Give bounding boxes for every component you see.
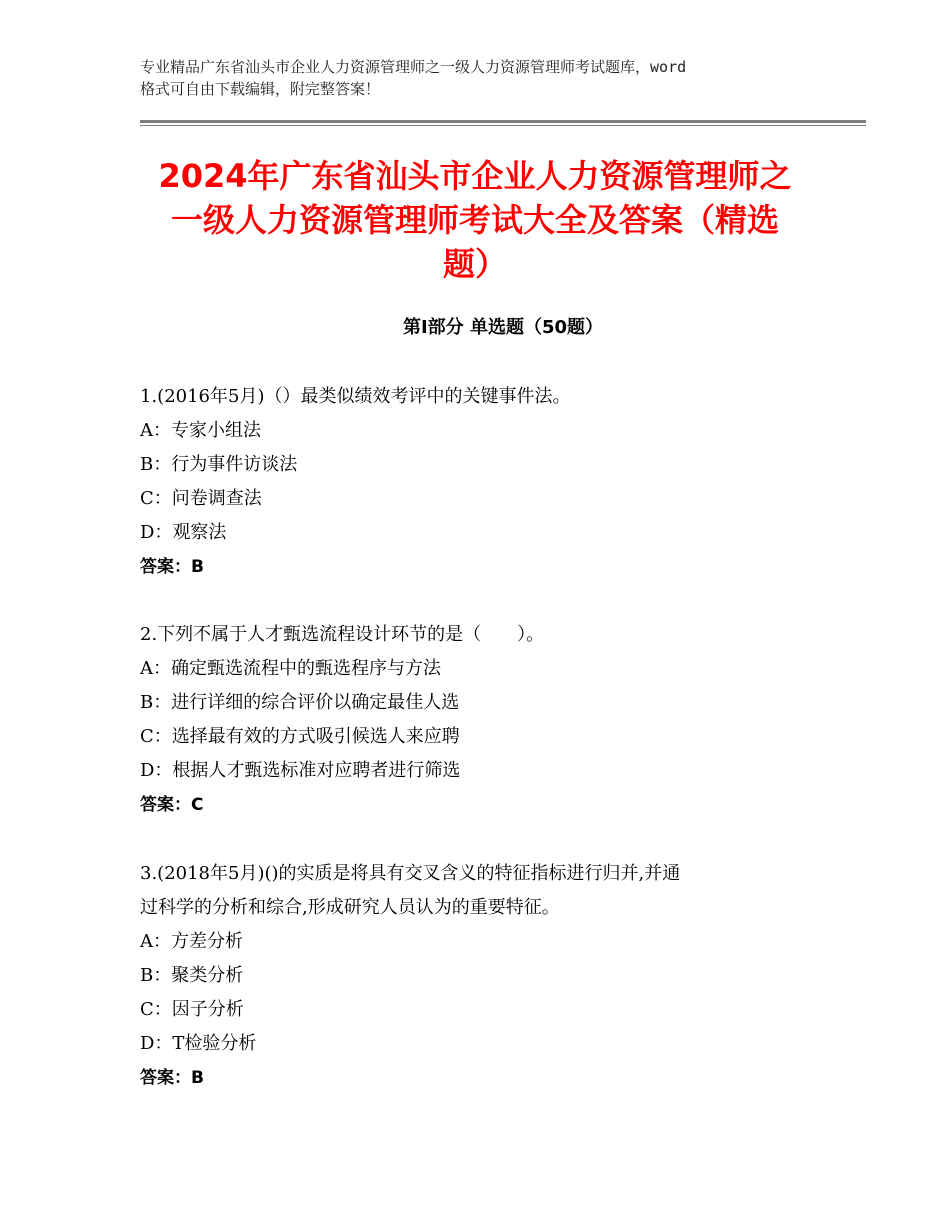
- header-rule-thick: [140, 120, 866, 123]
- option-c: C：因子分析: [140, 999, 244, 1020]
- question-1: [140, 380, 820, 584]
- header-note-line: 专业精品广东省汕头市企业人力资源管理师之一级人力资源管理师考试题库，word: [140, 58, 687, 76]
- question-stem-continued: 过科学的分析和综合,形成研究人员认为的重要特征。: [140, 897, 560, 918]
- answer: 答案：B: [140, 1068, 204, 1088]
- question-3: [140, 857, 820, 1095]
- question-stem: 1.(2016年5月)（）最类似绩效考评中的关键事件法。: [140, 386, 571, 407]
- question-stem: 2.下列不属于人才甄选流程设计环节的是（ ）。: [140, 624, 545, 645]
- option-a: A：专家小组法: [140, 420, 261, 441]
- question-stem: 3.(2018年5月)()的实质是将具有交叉含义的特征指标进行归并,并通: [140, 863, 681, 884]
- option-d: D：观察法: [140, 522, 227, 543]
- title-line: 一级人力资源管理师考试大全及答案（精选: [170, 201, 779, 239]
- answer: 答案：C: [140, 795, 204, 815]
- option-d: D：根据人才甄选标准对应聘者进行筛选: [140, 760, 461, 781]
- title-line: 题）: [442, 245, 507, 283]
- option-a: A：确定甄选流程中的甄选程序与方法: [140, 658, 441, 679]
- title-line: 2024年广东省汕头市企业人力资源管理师之: [158, 157, 792, 195]
- option-d: D：T检验分析: [140, 1033, 257, 1054]
- question-2: [140, 618, 820, 822]
- option-b: B：进行详细的综合评价以确定最佳人选: [140, 692, 460, 713]
- section-heading: 第Ⅰ部分 单选题（50题）: [402, 317, 603, 338]
- document-title: [120, 154, 830, 286]
- option-b: B：聚类分析: [140, 965, 244, 986]
- option-a: A：方差分析: [140, 931, 243, 952]
- option-c: C：选择最有效的方式吸引候选人来应聘: [140, 726, 460, 747]
- answer: 答案：B: [140, 557, 204, 577]
- option-c: C：问卷调查法: [140, 488, 262, 509]
- option-b: B：行为事件访谈法: [140, 454, 298, 475]
- header-note-line: 格式可自由下载编辑，附完整答案！: [140, 80, 381, 98]
- header-note: [140, 56, 820, 100]
- header-rule-thin: [140, 125, 866, 126]
